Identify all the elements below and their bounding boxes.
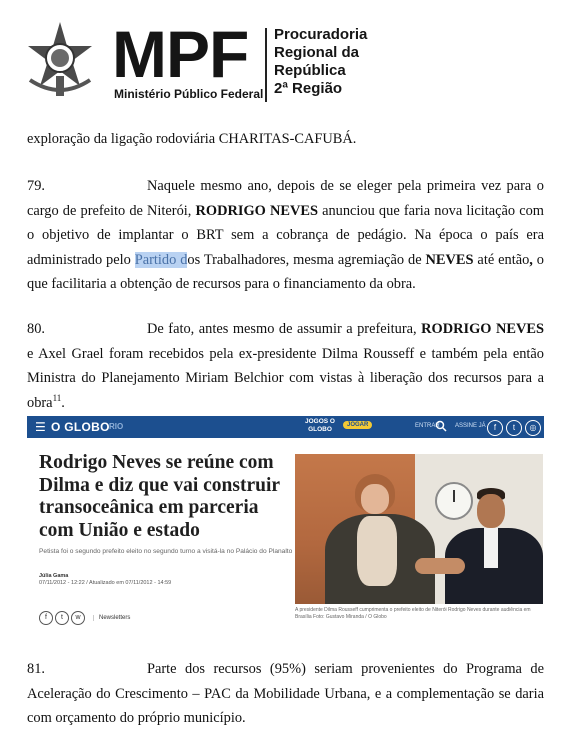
article-byline [39, 573, 171, 587]
org-line: Procuradoria [274, 26, 368, 43]
article-date: 07/11/2012 - 12:22 / Atualizado em 07/11/2012 - 14:59 [39, 580, 172, 586]
paragraph-79 [27, 174, 544, 297]
org-line: Regional da [274, 44, 360, 61]
logo-divider [265, 28, 267, 102]
photo-person-face [361, 484, 389, 514]
mpf-logo-letters: MPF [112, 17, 249, 91]
paragraph-text: Naquele mesmo ano, depois de se eleger pela primeira vez para o cargo de prefeito de Niterói, [27, 178, 544, 219]
highlighted-text[interactable]: Partido d [134, 251, 188, 268]
facebook-icon[interactable]: f [487, 420, 503, 436]
share-facebook-icon[interactable]: f [39, 611, 53, 625]
instagram-icon[interactable]: ◎ [525, 420, 541, 436]
subscribe-link[interactable]: ASSINE JÁ [455, 423, 486, 429]
paragraph-text: Parte dos recursos (95%) seriam provenientes do Programa de Aceleração do Crescimento – PAC da Mobilidade Urbana, e a complementação se daria com orçamento do próprio município. [27, 661, 544, 726]
play-button[interactable]: JOGAR [343, 421, 372, 429]
games-label[interactable]: JOGOS O GLOBO [305, 418, 335, 433]
mpf-logo-subtitle: Ministério Público Federal [114, 87, 264, 101]
paragraph-text: os Trabalhadores, mesma agremiação de [187, 251, 426, 268]
news-topbar [27, 416, 544, 438]
share-twitter-icon[interactable]: t [55, 611, 69, 625]
menu-icon[interactable]: ☰ [35, 420, 46, 434]
photo-person-face [477, 494, 505, 528]
org-line: 2ª Região [274, 80, 343, 97]
photo-scarf [357, 516, 397, 586]
paragraph-text: o que facilitaria a obtenção de recursos para o financiamento da obra. [27, 251, 544, 292]
org-name [274, 26, 367, 98]
paragraph-text: anunciou que faria nova licitação com o objetivo de implantar o BRT sem a cobrança de pedágio. Na época o país era administrado pelo [27, 202, 544, 268]
search-icon[interactable] [435, 420, 447, 432]
share-bar [39, 609, 130, 623]
photo-shirt [484, 528, 498, 568]
share-whatsapp-icon[interactable]: w [71, 611, 85, 625]
photo-caption: A presidente Dilma Rousseff cumprimenta o prefeito eleito de Niterói Rodrigo Neves durante audiência em Brasília Foto: Gustavo Miranda / O Globo [295, 607, 531, 620]
mpf-logo [112, 17, 264, 101]
intro-text: exploração da ligação rodoviária CHARITAS-CAFUBÁ. [27, 131, 357, 147]
paragraph-81 [27, 657, 544, 731]
bold-name: NEVES [425, 251, 474, 268]
clock-icon [435, 482, 473, 520]
footnote-marker[interactable]: 11 [52, 392, 62, 403]
paragraph-text: até então [473, 251, 530, 268]
newsletter-link[interactable]: Newsletters [93, 615, 130, 621]
paragraph-text: e Axel Grael foram recebidos pela ex-presidente Dilma Rousseff e também pela então Ministra do Planejamento Miriam Belchior com vistas à liberação dos recursos para a obra [27, 345, 544, 411]
letterhead [20, 10, 560, 110]
coat-of-arms-emblem [20, 20, 100, 100]
news-article-screenshot [27, 416, 544, 626]
news-section[interactable]: RIO [109, 422, 124, 431]
twitter-icon[interactable]: t [506, 420, 522, 436]
paragraph-number: 79. [27, 178, 45, 194]
paragraph-number: 80. [27, 321, 45, 337]
org-line: República [274, 62, 346, 79]
article-author: Júlia Gama [39, 573, 69, 579]
photo-handshake [415, 558, 465, 574]
bold-name: RODRIGO NEVES [421, 321, 544, 337]
paragraph-number: 81. [27, 661, 45, 677]
paragraph-80 [27, 317, 544, 415]
article-subheadline: Petista foi o segundo prefeito eleito no segundo turno a visitá-la no Palácio do Planalto [39, 548, 293, 555]
paragraph-text: De fato, antes mesmo de assumir a prefeitura, [147, 321, 422, 337]
bold-name: RODRIGO NEVES [195, 202, 318, 219]
login-link[interactable]: ENTRAR [415, 423, 440, 429]
bold-comma: , [529, 251, 533, 268]
news-brand[interactable]: O GLOBO [51, 420, 110, 434]
article-headline: Rodrigo Neves se reúne com Dilma e diz que vai construir transoceânica em parceria com União e estado [39, 452, 280, 541]
paragraph-text: . [61, 394, 65, 411]
paragraph-intro [27, 127, 544, 152]
article-photo [295, 454, 543, 604]
